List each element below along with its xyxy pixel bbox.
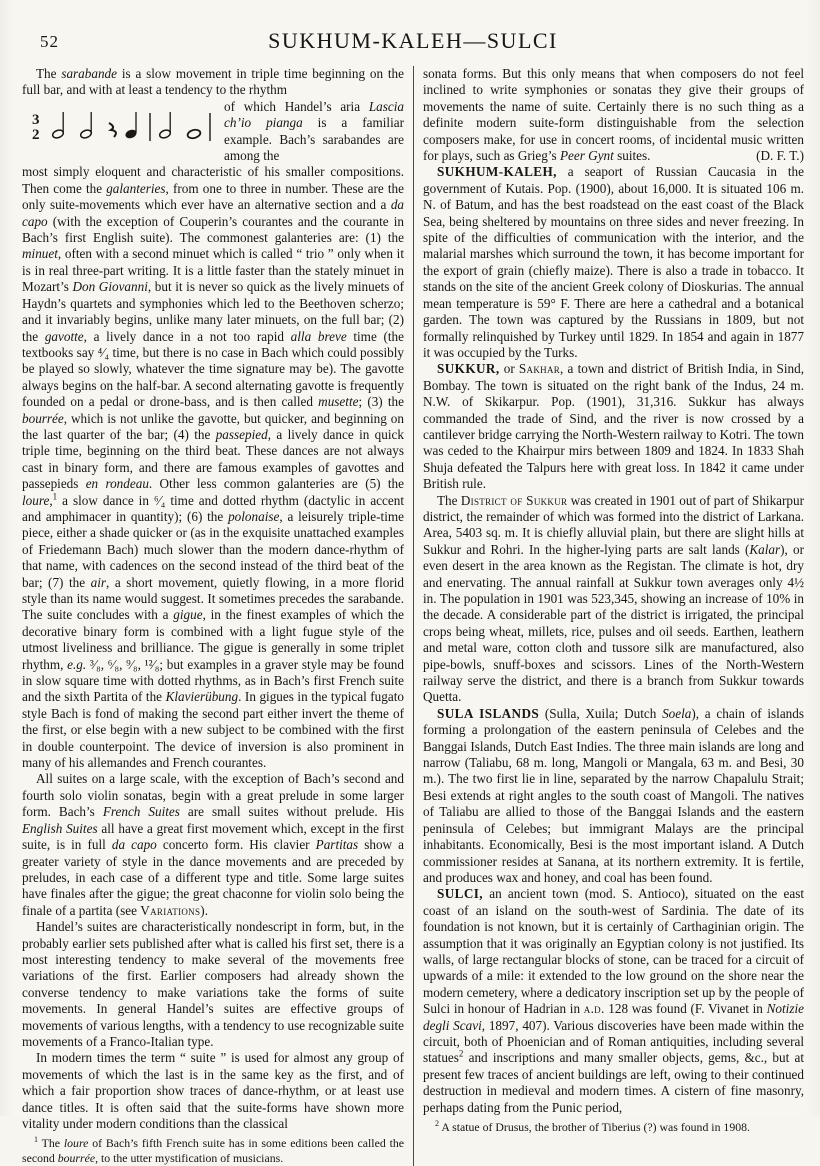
text-run: 128 was found (F. Vivanet in: [604, 1001, 767, 1017]
text-run: polonaise: [228, 508, 280, 524]
text-run: a.d.: [583, 1001, 605, 1017]
text-run: , in the finest examples of which the decorative binary form is combined with a light fugue style of the utmost liveliness and brilliance. The gigue is generally in some triplet rhythm,: [22, 607, 404, 672]
text-run: ³⁄₈, ⁶⁄₈, ⁹⁄₈, ¹²⁄₈; but examples in a graver style may be found in slow square time with dotted rhythms, as in Bach’s first French suite and the sixth Partita of the: [22, 656, 404, 705]
right-column: [413, 66, 804, 1166]
paragraph-district-of-sukkur: [423, 493, 804, 706]
entry-sulci: [423, 886, 804, 1116]
text-run: all have a great first movement which, except in the first suite, is in full: [22, 820, 404, 853]
text-run: en rondeau: [85, 476, 149, 492]
text-run: bourrée: [57, 1151, 96, 1165]
text-run: , which is not unlike the gavotte, but quicker, and beginning on the last quarter of the bar; (4) the: [22, 410, 404, 442]
text-run: ; (3) the: [358, 394, 405, 410]
text-run: musette: [318, 394, 359, 410]
music-notation-svg: [24, 101, 214, 149]
text-run: The: [38, 1136, 64, 1151]
text-run: Notizie degli Scavi: [423, 1001, 804, 1033]
text-run: of which Handel’s aria: [224, 98, 369, 114]
text-run: loure: [63, 1136, 89, 1151]
quarter-rest-icon: [109, 123, 116, 137]
left-footnote: [22, 1136, 404, 1165]
text-run: , from one to three in number. These are the only suite-movements which ever have an alternative section and a: [22, 180, 405, 213]
text-run: Soela: [662, 705, 692, 721]
text-run: is a slow movement in triple time beginning on the full bar, and with at least a tendency to the rhythm: [22, 66, 404, 98]
text-run: gigue: [173, 607, 203, 623]
text-run: and inscriptions and many smaller objects, gems, &c., but at present few traces of ancient buildings are left, owing to their continued destruction in medieval and modern times. A cistern of fine masonry, perhaps dating from the Punic period,: [423, 1050, 804, 1115]
text-run: , often with a second minuet which is called “ trio ” only when it is in real three-part writing. It is a little faster than the stately minuet in Mozart’s: [22, 246, 404, 295]
text-run: is a familiar example. Bach’s sarabandes are among the: [224, 115, 404, 164]
text-run: SULA ISLANDS: [437, 705, 540, 721]
text-run: , to the utter mystification of musicians.: [95, 1151, 284, 1165]
text-run: alla breve: [290, 328, 347, 344]
quarter-note-icon: [125, 112, 137, 139]
text-run: 2: [458, 1048, 464, 1059]
page-header: [22, 14, 804, 60]
text-run: A statue of Drusus, the brother of Tiberius (?) was found in 1908.: [439, 1120, 750, 1134]
text-run: SUKHUM-KALEH,: [437, 164, 557, 180]
music-example-row: [22, 99, 404, 165]
text-run: Klavierübung: [165, 689, 239, 705]
text-run: Variations: [140, 902, 201, 918]
two-column-text-area: [22, 66, 804, 1166]
paragraph-beside-music: [224, 99, 404, 165]
text-run: , a town and district of British India, in Sind, Bombay. The town is situated on the right bank of the Indus, 24 m. N.W. of Skikarpur. Pop. (1901), 31,316. Sukkur has always commanded the trade of Sind, and the river is now crossed by a cantilever bridge carrying the North-Western railway to Kotri. The town was ceded to the Khairpur mirs between 1809 and 1824. In 1833 Shah Shuja defeated the Talpurs here with great loss. In 1842 it came under British rule.: [423, 361, 805, 492]
entry-sukkur: [423, 361, 804, 492]
text-run: ,: [49, 492, 53, 508]
text-run: , a leisurely triple-time piece, either a shade quicker or (as in the exquisite unattached examples of Friedemann Bach) much slower than the modern dance-rhythm of that name, with cadences on the second instead of the third beat of the bar; (7) the: [22, 508, 404, 590]
text-run: are small suites without prelude. His: [179, 804, 405, 820]
text-run: English Suites: [22, 820, 98, 836]
time-signature-top: 3: [32, 111, 40, 128]
text-run: , a lively dance in quick triple time, beginning on the third beat. These dances are not always cast in binary form, and there are famous examples of gavottes and passepieds: [22, 426, 404, 492]
entry-sukhum-kaleh: [423, 164, 804, 361]
text-run: , a short movement, quietly flowing, in a more florid style than its name would suggest. It sometimes precedes the sarabande. The suite concludes with a: [22, 574, 404, 623]
text-run: SULCI,: [437, 886, 484, 902]
text-run: air: [90, 574, 107, 590]
text-run: Lascia ch’io pianga: [224, 98, 404, 131]
text-run: French Suites: [102, 804, 180, 820]
page-title: SUKHUM-KALEH—SULCI: [268, 28, 558, 53]
text-run: In modern times the term “ suite ” is used for almost any group of movements of which the last is in the same key as the first, and of which a fair proportion show traces of dance-rhythm, or at least use dance titles. It is often said that the suite-forms have shown more vitality under modern conditions than the classical: [22, 1050, 404, 1131]
text-run: passepied: [215, 426, 268, 442]
paragraph-modern-suite: [22, 1050, 404, 1132]
half-note-icon: [80, 112, 93, 139]
text-run: Handel’s suites are characteristically nondescript in form, but, in the probably earlier sets published after what is called his first set, there is a most interesting tendency to make several of the movements free variations of the first. Earlier composers had already shown the converse tendency to make variations take the forms of suite movements. In general Handel’s suites are effective groups of movements of various lengths, with a tendency to use recognizable suite movements of a Franco-Italian type.: [22, 919, 404, 1049]
paragraph-all-suites: [22, 771, 404, 919]
text-run: ).: [200, 902, 208, 918]
footnote-loure: [22, 1136, 404, 1165]
time-signature-bottom: 2: [32, 126, 40, 143]
half-note-icon: [159, 112, 172, 139]
text-run: a slow dance in ⁶⁄₄ time and dotted rhythm (dactylic in accent and amphimacer in quantity); (6) the: [22, 492, 404, 524]
text-run: e.g.: [67, 656, 87, 672]
half-note-icon: [52, 112, 65, 139]
text-run: 2: [435, 1119, 440, 1129]
left-column: [22, 66, 413, 1166]
text-run: (Sulla, Xuila; Dutch: [539, 705, 663, 721]
text-run: loure: [22, 492, 50, 508]
footnote-drusus-statue: [423, 1120, 804, 1135]
text-run: sarabande: [61, 66, 118, 81]
music-notation-figure: [22, 99, 224, 153]
text-run: ), a chain of islands forming a prolongation of the eastern peninsula of Celebes and the Banggai Islands, Dutch East Indies. The three main islands are long and narrow (Taliabu, 68 m. long, Mangoli or Mangala, 63 m. and Besi, 30 m.). The two first lie in line, separated by the narrow Chapalulu Strait; Besi extends at right angles to the south coast of Mangoli. The natives of Taliabu are allied to those of the Banggai Islands and the eastern peninsula of Celebes; but immigrant Malays are the principal inhabitants. Economically, Besi is the most important island. A Dutch commissioner resides at Sanana, at its northern extremity. It is fertile, and produces wax and honey, and coal has been found.: [423, 705, 805, 885]
text-run: gavotte: [44, 328, 84, 344]
entry-sula-islands: [423, 706, 804, 886]
paragraph-sarabande-start: [22, 66, 404, 99]
paragraph-sonata-continuation: [423, 66, 804, 164]
text-run: . In gigues in the typical fugato style Bach is fond of making the second part either invert the theme of the first, or else begin with a new subject to be combined with the first in double counterpoint. The device of inversion is also prominent in many of his allemandes and French courantes.: [22, 689, 404, 771]
paragraph-handel-suites: [22, 919, 404, 1050]
text-run: time (the textbooks say ⁴⁄₄ time, but there is no case in Bach which could possibly be played so slowly, whatever the time signature may be). The gavotte always begins on the half-bar. A second alternating gavotte is frequently founded on a pedal or drone-bass, and is then called: [22, 328, 404, 410]
text-run: da capo: [22, 197, 404, 229]
text-run: sonata forms. But this only means that when composers do not feel inclined to write symphonies or sonatas they give their groups of movements the name of suite. Certainly there is no such thing as a definite modern suite-form distinguishable from the selection composers make, for use in concert rooms, of incidental music written for plays, such as Grieg’s: [423, 66, 804, 164]
text-run: (with the exception of Couperin’s courantes and the courante in Bach’s first English suite). The commonest galanteries are: (1) the: [22, 213, 404, 246]
text-run: Kalar: [749, 541, 781, 557]
text-run: Sakhar: [518, 361, 561, 377]
text-run: of Bach’s fifth French suite has in some editions been called the second: [22, 1136, 404, 1165]
text-run: concerto form. His clavier: [156, 837, 316, 853]
text-run: The: [437, 492, 461, 508]
text-run: 1: [52, 491, 58, 502]
text-run: a seaport of Russian Caucasia in the government of Kutais. Pop. (1900), about 16,000. It is situated 106 m. N. of Batum, and has the best roadstead on the east coast of the Black Sea, being sheltered by mountains on three sides and never freezing. In spite of the difficulties of communication with the interior, and the malarial marshes which surround the town, it has become important for the export of grain (chiefly maize). There is also a trade in tobacco. It stands on the site of the ancient Greek colony of Dioskurias. The annual mean temperature is 59° F. There are here a cathedral and a botanical garden. The town was captured by the Russians in 1809, but not formally relinquished by Turkey until 1829. In 1854 and again in 1877 it was occupied by the Turks.: [423, 164, 804, 360]
text-run: , 1897, 407). Various discoveries have been made within the circuit, both of Phoenician and of Roman antiquities, including several statues: [423, 1017, 804, 1066]
text-run: (D. F. T.): [756, 148, 804, 164]
text-run: Don Giovanni: [72, 279, 148, 295]
text-run: District of Sukkur: [460, 492, 568, 508]
text-run: . Other less common galanteries are (5) the: [148, 476, 404, 492]
text-run: or: [499, 361, 519, 377]
right-footnote: [423, 1120, 804, 1135]
text-run: Partitas: [315, 837, 359, 853]
text-run: , a lively dance in a not too rapid: [83, 328, 291, 344]
paragraph-sarabande-continuation: [22, 164, 404, 771]
text-run: , but it is never so quick as the lively minuets of Haydn’s quartets and symphonies which led to the Beethoven scherzo; and it invariably begins, unlike many later minuets, on the full bar; (2) the: [22, 279, 404, 344]
text-run: da capo: [111, 837, 157, 853]
text-run: an ancient town (mod. S. Antioco), situated on the east coast of an island on the south-west of Sardinia. The date of its foundation is not known, but it is certainly of Carthaginian origin. The assumption that it was originally an Egyptian colony is not justified. Its walls, of large rectangular blocks of stone, can be traced for a circuit of upwards of a mile: it extended to the low ground on the shore near the modern cemetery, where a dedicatory inscription set up by the people of Sulci in honour of Hadrian in: [423, 886, 804, 1017]
text-run: SUKKUR,: [437, 361, 500, 377]
text-run: was created in 1901 out of part of Shikarpur district, the remainder of which was formed into the district of Larkana. Area, 5403 sq. m. It is chiefly alluvial plain, but there are slight hills at Sukkur and Rohri. In the higher-lying parts are salt lands (: [423, 492, 804, 557]
whole-note-icon: [187, 128, 202, 139]
text-run: bourrée: [22, 410, 64, 426]
text-run: suites.: [613, 148, 651, 164]
text-run: All suites on a large scale, with the exception of Bach’s second and fourth solo violin sonatas, begin with a great prelude in some larger form. Bach’s: [22, 771, 404, 820]
text-run: show a greater variety of style in the dance movements and are preceded by preludes, in each case of a different type and title. Some large suites have finales after the gigue; the great chaconne for violin solo being the finale of a partita (see: [22, 837, 404, 918]
text-run: ), or even desert in the area known as the Registan. The climate is hot, dry and enervating. The annual rainfall at Sukkur town averages only 4½ in. The population in 1901 was 523,345, showing an increase of 10% in the decade. A considerable part of the district is irrigated, the principal crops being wheat, millets, rice, pulses and oil seeds. Earthen, leathern and metal ware, cotton cloth and tussore silk are manufactured, also pipe-bowls, snuff-boxes and scissors. Lines of the North-Western railway serve the district, and there is a branch from Sukkur towards Quetta.: [423, 541, 804, 705]
text-run: The: [36, 66, 62, 81]
text-run: Peer Gynt: [559, 148, 614, 164]
text-run: 1: [34, 1135, 39, 1145]
text-run: galanteries: [106, 180, 166, 196]
text-run: minuet: [22, 246, 58, 262]
text-run: most simply eloquent and characteristic of his smaller compositions. Then come the: [22, 164, 404, 196]
page-number: 52: [40, 32, 59, 51]
